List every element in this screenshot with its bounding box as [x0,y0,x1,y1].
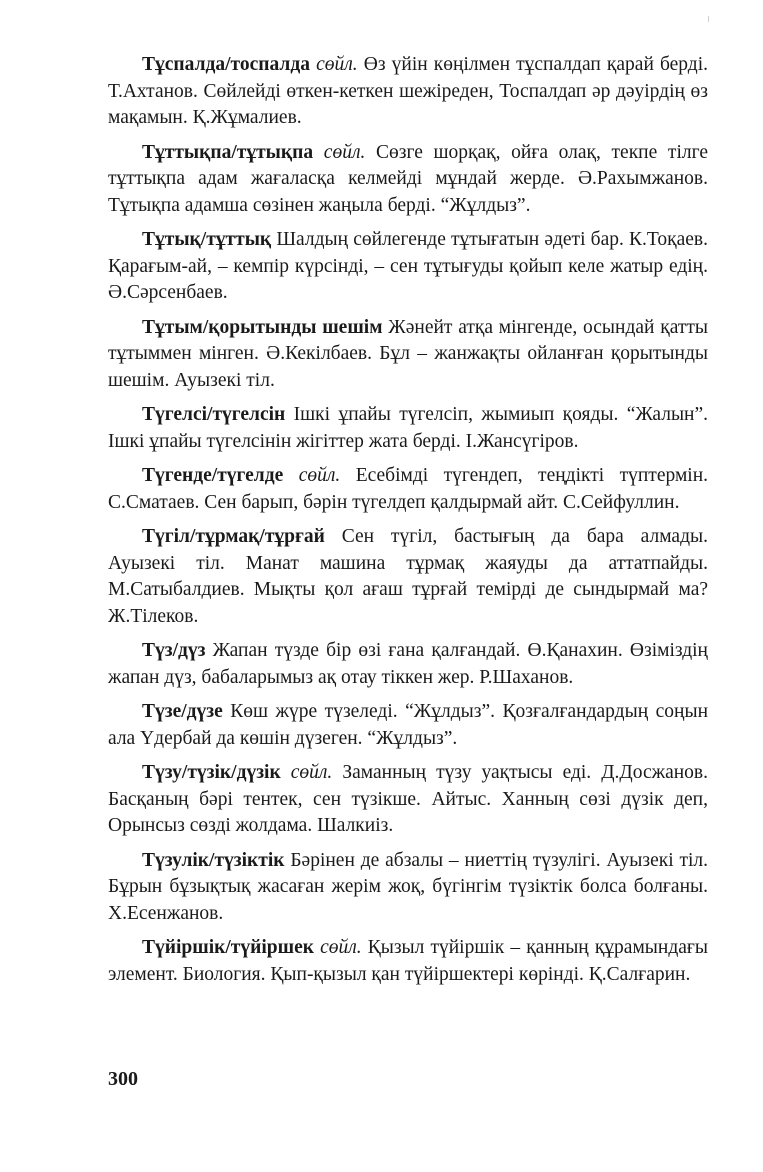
entry-headword: Тұспалда/тоспалда [142,54,310,75]
entry-list [108,52,708,996]
dictionary-entry [108,463,708,516]
grammar-label: сөйл. [298,465,341,486]
dictionary-entry [108,315,708,395]
dictionary-entry [108,638,708,691]
entry-headword: Тұттықпа/тұтықпа [142,141,314,163]
dictionary-entry [108,699,708,752]
entry-text: Бәрінен де абзалы – ниеттің түзулігі. Ауызекі тіл. Бұрын бұзықтық жасаған жерім жоқ, бүгінгім түзіктік болса болғаны. Х.Есенжанов. [108,849,709,924]
dictionary-entry [108,402,708,455]
grammar-label: сөйл. [290,762,333,783]
page-number: 300 [108,1068,138,1090]
entry-headword: Түгіл/тұрмақ/тұрғай [142,526,325,547]
dictionary-entry [108,848,708,928]
entry-text: Жәнейт атқа мінгенде, осындай қатты тұтыммен мінген. Ә.Кекілбаев. Бұл – жанжақты ойланған қорытынды шешім. Ауызекі тіл. [108,316,708,391]
corner-mark [708,16,709,22]
dictionary-entry [108,935,708,988]
entry-text: Сөзге шорқақ, ойға олақ, текпе тілге тұттықпа адам жағаласқа келмейді мұндай жерде. Ә.Рахымжанов. Тұтықпа адамша сөзінен жаңыла берді. “Жұлдыз”. [108,141,708,216]
entry-headword: Түгенде/түгелде [142,465,284,486]
dictionary-entry [108,524,708,630]
entry-text: Жапан түзде бір өзі ғана қалғандай. Ө.Қанахин. Өзіміздің жапан дүз, бабаларымыз ақ отау тіккен жер. Р.Шаханов. [108,640,708,688]
entry-text: Қызыл түйіршік – қанның құрамындағы элемент. Биология. Қып-қызыл қан түйіршектері көрінді. Қ.Салғарин. [108,937,709,985]
entry-text: Ішкі ұпайы түгелсіп, жымиып қояды. “Жалын”. Ішкі ұпайы түгелсінін жігіттер жата берді. І.Жансүгіров. [108,404,709,452]
entry-text: Көш жүре түзеледі. “Жұлдыз”. Қозғалғандардың соңын ала Үдербай да көшін дүзеген. “Жұлдыз”. [108,701,709,749]
entry-text: Сен түгіл, бастығың да бара алмады. Ауызекі тіл. Манат машина тұрмақ жаяуды да аттатпайды. М.Сатыбалдиев. Мықты қол ағаш тұрғай темірді де сындырмай ма? Ж.Тілеков. [108,526,708,627]
entry-headword: Түз/дүз [142,640,206,661]
grammar-label: сөйл. [320,937,362,958]
grammar-label: сөйл. [316,54,358,75]
grammar-label: сөйл. [323,141,366,163]
entry-text: Заманның түзу уақтысы еді. Д.Досжанов. Басқаның бәрі тентек, сен түзікше. Айтыс. Ханның сөзі дүзік деп, Орынсыз сөзді жолдама. Шалкиіз. [108,762,709,836]
dictionary-entry [108,760,708,840]
entry-text: Шалдың сөйлегенде тұтығатын әдеті бар. К.Тоқаев. Қарағым-ай, – кемпір күрсінді, – сен тұтығуды қойып келе жатыр едің. Ә.Сәрсенбаев. [108,229,708,303]
entry-headword: Түйіршік/түйіршек [142,937,314,958]
entry-headword: Түзу/түзік/дүзік [142,762,281,783]
dictionary-entry [108,52,708,132]
entry-headword: Түгелсі/түгелсін [142,404,286,425]
entry-text: Өз үйін көңілмен тұспалдап қарай берді. Т.Ахтанов. Сөйлейді өткен-кеткен шежіреден, Тоспалдап әр дәуірдің өз мақамын. Қ.Жұмалиев. [108,54,709,128]
dictionary-entry [108,140,708,220]
entry-text: Есебімді түгендеп, теңдікті түптермін. С.Сматаев. Сен барып, бәрін түгелдеп қалдырмай айт. С.Сейфуллин. [108,465,709,513]
entry-headword: Тұтым/қорытынды шешім [142,316,383,338]
dictionary-entry [108,227,708,307]
entry-headword: Тұтық/тұттық [142,229,272,250]
entry-headword: Түзулік/түзіктік [142,849,285,871]
entry-headword: Түзе/дүзе [142,701,223,722]
